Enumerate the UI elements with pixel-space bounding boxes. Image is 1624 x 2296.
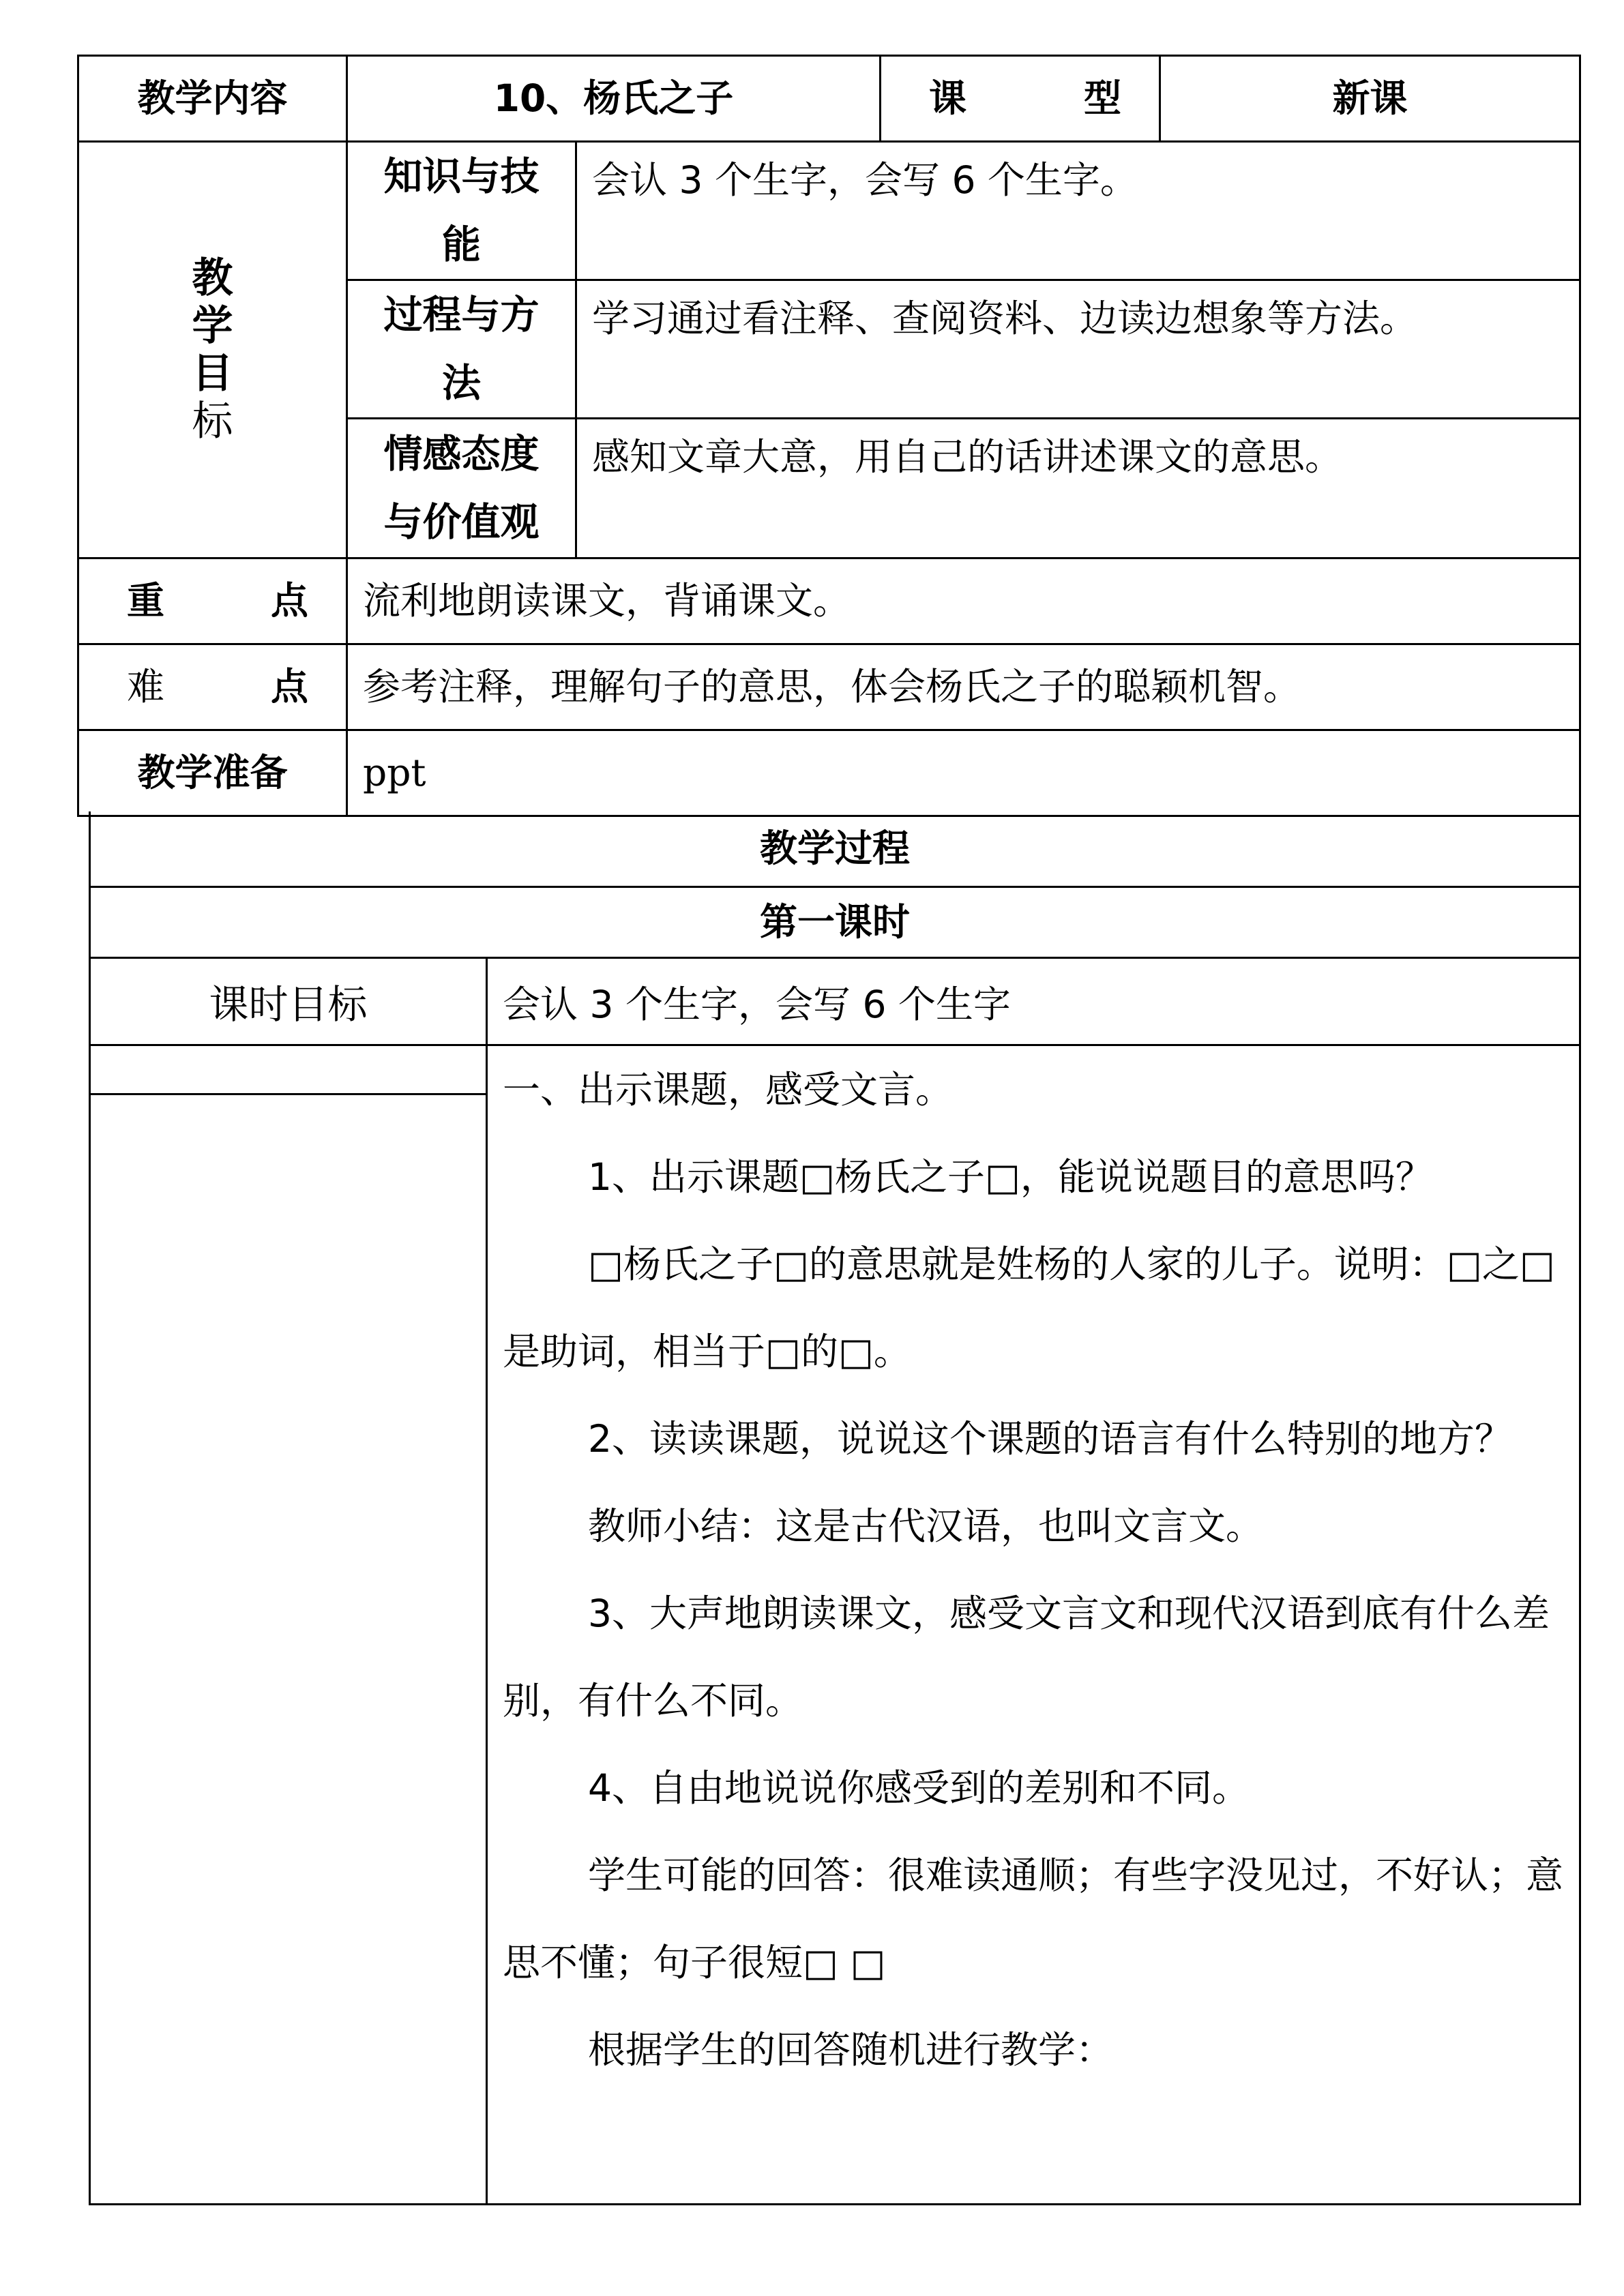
key-point-label: 重 点 — [78, 558, 347, 644]
paragraph: 教师小结：这是古代汉语，也叫文言文。 — [588, 1504, 1264, 1548]
paragraph: 4、自由地说说你感受到的差别和不同。 — [588, 1765, 1250, 1810]
content-value: 10、杨氏之子 — [347, 56, 881, 142]
objective-label: 课时目标 — [90, 957, 487, 1045]
process-content — [487, 1045, 1580, 2204]
goal-attitude-text: 感知文章大意，用自己的话讲述课文的意思。 — [576, 419, 1580, 558]
goals-label: 教 学 目 标 — [78, 142, 347, 558]
paragraph: 2、读读课题，说说这个课题的语言有什么特别的地方？ — [588, 1416, 1512, 1461]
prep-text: ppt — [347, 730, 1580, 816]
process-left-cell — [90, 1045, 487, 2204]
key-point-text: 流利地朗读课文，背诵课文。 — [347, 558, 1580, 644]
paragraph: 3、大声地朗读课文，感受文言文和现代汉语到底有什么差别，有什么不同。 — [503, 1591, 1550, 1723]
paragraph: 学生可能的回答：很难读通顺；有些字没见过，不好认；意思不懂；句子很短□ □ — [503, 1853, 1564, 1984]
goal-process-label: 过程与方 法 — [347, 280, 576, 419]
goal-knowledge-text: 会认 3 个生字，会写 6 个生字。 — [576, 142, 1580, 280]
objective-text: 会认 3 个生字，会写 6 个生字 — [487, 957, 1580, 1045]
teaching-process-table — [89, 811, 1581, 2205]
paragraph: □杨氏之子□的意思就是姓杨的人家的儿子。说明：□之□是助词，相当于□的□。 — [503, 1242, 1555, 1373]
paragraph: 一、出示课题，感受文言。 — [503, 1067, 954, 1112]
paragraph: 1、出示课题□杨氏之子□，能说说题目的意思吗？ — [588, 1154, 1433, 1199]
paragraph: 根据学生的回答随机进行教学： — [588, 2027, 1114, 2072]
goal-attitude-label: 情感态度 与价值观 — [347, 419, 576, 558]
goal-process-text: 学习通过看注释、查阅资料、边读边想象等方法。 — [576, 280, 1580, 419]
content-label: 教学内容 — [78, 56, 347, 142]
lesson-title: 第一课时 — [90, 886, 1580, 957]
process-title: 教学过程 — [90, 811, 1580, 886]
prep-label: 教学准备 — [78, 730, 347, 816]
type-label: 课 型 — [881, 56, 1160, 142]
lesson-info-table — [77, 55, 1581, 817]
difficulty-label: 难 点 — [78, 644, 347, 730]
left-cell-divider — [91, 1046, 486, 1095]
type-value: 新课 — [1160, 56, 1580, 142]
difficulty-text: 参考注释，理解句子的意思，体会杨氏之子的聪颖机智。 — [347, 644, 1580, 730]
goal-knowledge-label: 知识与技 能 — [347, 142, 576, 280]
